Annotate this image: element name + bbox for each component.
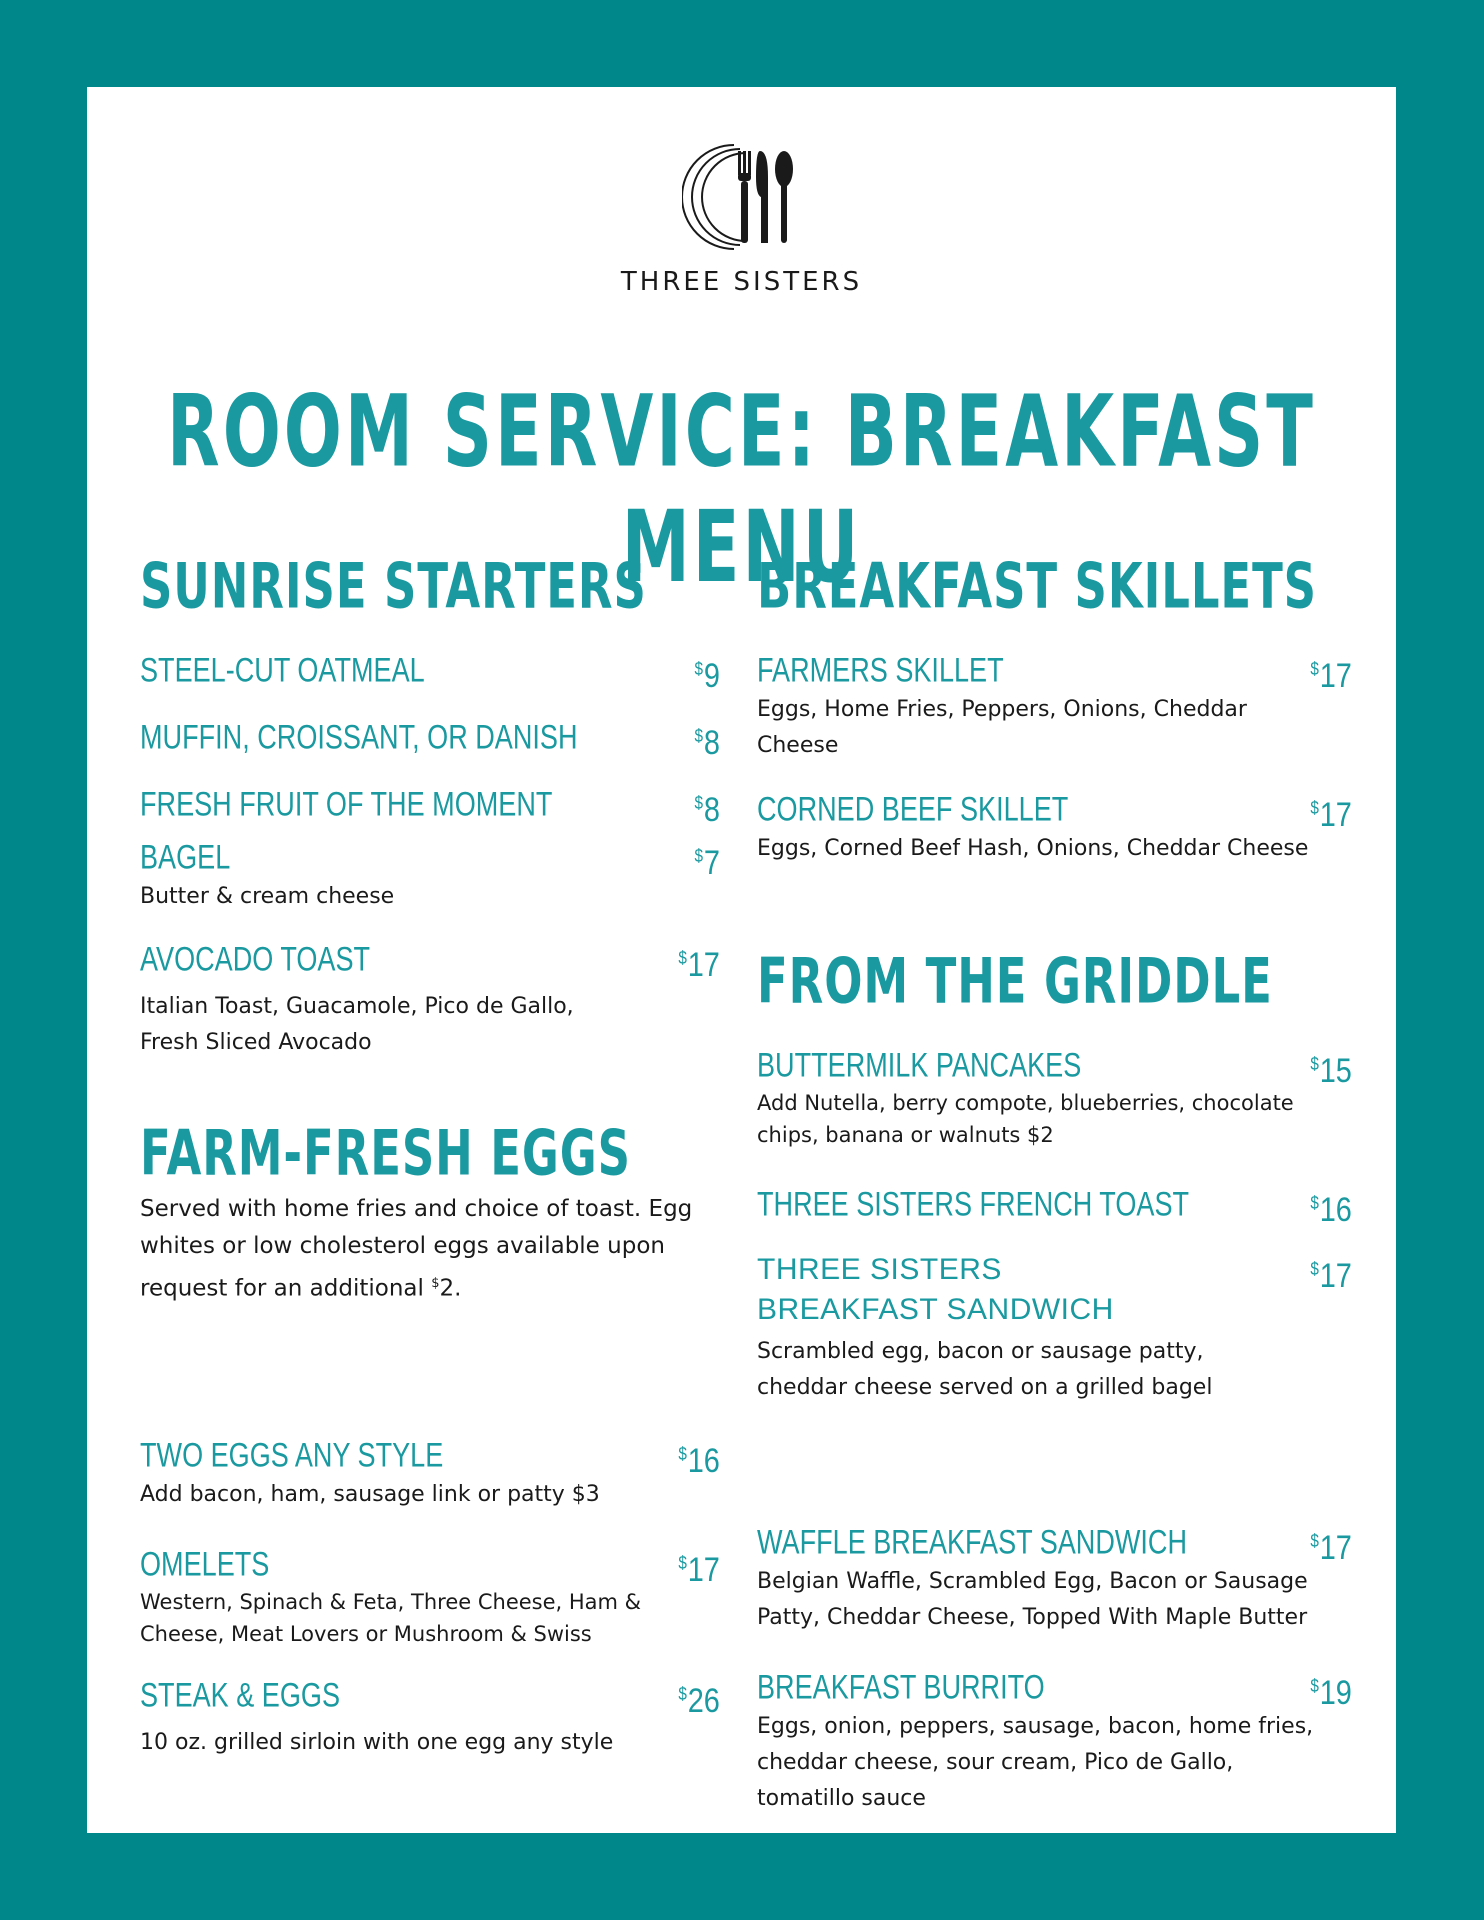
item-description: Eggs, Home Fries, Peppers, Onions, Cheddar Cheese [757, 697, 1247, 758]
menu-item [757, 650, 1352, 764]
item-name: WAFFLE BREAKFAST SANDWICH [757, 1522, 1188, 1561]
item-price: $17 [1310, 796, 1352, 834]
menu-item [140, 650, 720, 695]
section-heading-sunrise: SUNRISE STARTERS [140, 550, 647, 623]
item-name: MUFFIN, CROISSANT, OR DANISH [140, 717, 578, 756]
menu-item [757, 1184, 1352, 1229]
left-column [140, 87, 720, 1833]
item-name: STEEL-CUT OATMEAL [140, 650, 425, 689]
item-description: Add Nutella, berry compote, blueberries, chocolate chips, banana or walnuts $2 [757, 1091, 1294, 1147]
right-column [757, 87, 1352, 1833]
item-price: $17 [1310, 1257, 1352, 1295]
item-price: $7 [694, 844, 720, 882]
item-description: Eggs, onion, peppers, sausage, bacon, home fries, cheddar cheese, sour cream, Pico de Gallo, tomatillo sauce [757, 1714, 1314, 1811]
item-price: $19 [1310, 1674, 1352, 1712]
item-name: BAGEL [140, 837, 231, 876]
item-price: $15 [1310, 1052, 1352, 1090]
brand-name: THREE SISTERS [620, 267, 863, 297]
menu-item [757, 1045, 1352, 1151]
item-name: THREE SISTERS FRENCH TOAST [757, 1184, 1190, 1223]
item-name: CORNED BEEF SKILLET [757, 789, 1069, 828]
item-description: Eggs, Corned Beef Hash, Onions, Cheddar Cheese [757, 836, 1309, 861]
item-price: $16 [1310, 1191, 1352, 1229]
menu-item [140, 1675, 720, 1761]
menu-page [87, 87, 1396, 1833]
menu-item [757, 789, 1352, 867]
item-name: AVOCADO TOAST [140, 939, 371, 978]
item-price: $16 [678, 1442, 720, 1480]
item-name: BUTTERMILK PANCAKES [757, 1045, 1082, 1084]
section-heading-griddle: FROM THE GRIDDLE [757, 945, 1273, 1018]
item-price: $17 [1310, 657, 1352, 695]
section-heading-eggs: FARM-FRESH EGGS [140, 1117, 631, 1190]
menu-item [757, 1667, 1352, 1817]
menu-item [140, 939, 720, 1061]
item-name: STEAK & EGGS [140, 1675, 341, 1714]
menu-item [140, 1435, 720, 1513]
item-name: FRESH FRUIT OF THE MOMENT [140, 784, 553, 823]
menu-item [757, 1522, 1352, 1636]
item-price: $8 [694, 724, 720, 762]
item-description: Scrambled egg, bacon or sausage patty, cheddar cheese served on a grilled bagel [757, 1339, 1213, 1400]
item-name: FARMERS SKILLET [757, 650, 1004, 689]
item-price: $9 [694, 657, 720, 695]
item-price: $17 [1310, 1529, 1352, 1567]
eggs-note: Served with home fries and choice of toast. Egg whites or low cholesterol eggs available upon request for an additional $2. [140, 1196, 693, 1302]
page-title: ROOM SERVICE: BREAKFAST MENU [167, 373, 1316, 605]
item-price: $17 [678, 1551, 720, 1589]
section-heading-skillets: BREAKFAST SKILLETS [757, 550, 1317, 623]
item-price: $17 [678, 946, 720, 984]
item-name: BREAKFAST BURRITO [757, 1667, 1045, 1706]
menu-item [140, 784, 720, 829]
item-description: Belgian Waffle, Scrambled Egg, Bacon or Sausage Patty, Cheddar Cheese, Topped With Maple Butter [757, 1569, 1308, 1630]
item-name: THREE SISTERS BREAKFAST SANDWICH [757, 1253, 1114, 1326]
item-description: Italian Toast, Guacamole, Pico de Gallo, Fresh Sliced Avocado [140, 994, 574, 1055]
item-description: 10 oz. grilled sirloin with one egg any style [140, 1730, 614, 1755]
menu-item [140, 1544, 720, 1650]
item-price: $8 [694, 791, 720, 829]
menu-item [140, 717, 720, 762]
item-name: TWO EGGS ANY STYLE [140, 1435, 444, 1474]
menu-item [140, 837, 720, 915]
item-description: Butter & cream cheese [140, 884, 395, 909]
item-description: Add bacon, ham, sausage link or patty $3 [140, 1482, 600, 1507]
item-description: Western, Spinach & Feta, Three Cheese, Ham & Cheese, Meat Lovers or Mushroom & Swiss [140, 1590, 642, 1646]
menu-item [757, 1250, 1352, 1406]
item-name: OMELETS [140, 1544, 270, 1583]
item-price: $26 [678, 1682, 720, 1720]
